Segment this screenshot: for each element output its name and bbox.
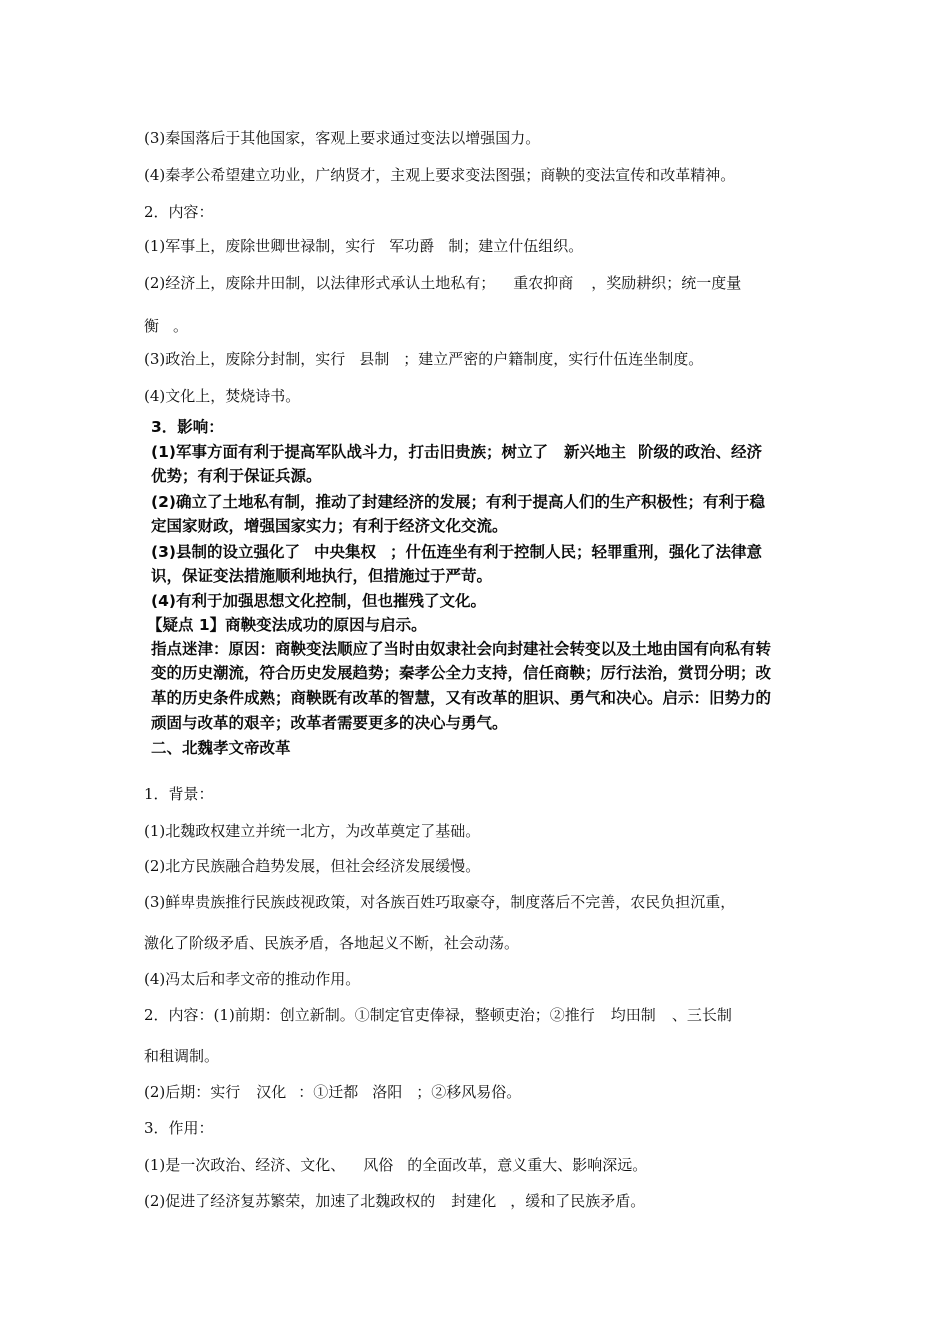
reform-effect-item-2 <box>144 1190 645 1212</box>
reform-content-line-2: 和租调制。 <box>144 1047 220 1065</box>
influence-item-1-line-1 <box>151 441 762 463</box>
reform-later-stage <box>144 1081 521 1103</box>
reform-background-item-3-line-1: (3)鲜卑贵族推行民族歧视政策，对各族百姓巧取豪夺，制度落后不完善，农民负担沉重， <box>144 893 736 911</box>
content-item-1 <box>144 235 583 257</box>
content-item-2-text-b: ，奖励耕织；统一度量 <box>591 274 742 292</box>
doubt-point-1: 【疑点 1】商鞅变法成功的原因与启示。 <box>147 616 427 634</box>
content-item-2-text-a: (2)经济上，废除井田制，以法律形式承认土地私有； <box>144 274 496 292</box>
answer-blank-feudalization: 封建化 <box>451 1192 497 1210</box>
reform-effect-item-1 <box>144 1154 647 1176</box>
influence-item-4: (4)有利于加强思想文化控制，但也摧残了文化。 <box>151 592 486 610</box>
guidance-line-3: 革的历史条件成熟；商鞅既有改革的智慧，又有改革的胆识、勇气和决心。启示：旧势力的 <box>151 689 772 707</box>
guidance-line-4: 顽固与改革的艰辛；改革者需要更多的决心与勇气。 <box>151 714 508 732</box>
influence-item-3-text-a: (3)县制的设立强化了 <box>151 543 300 561</box>
influence-heading: 3．影响： <box>151 418 224 436</box>
content-item-4: (4)文化上，焚烧诗书。 <box>144 387 301 405</box>
influence-item-3-line-2: 识，保证变法措施顺利地执行，但措施过于严苛。 <box>151 567 493 585</box>
influence-item-3-line-1 <box>151 541 762 563</box>
reform-effect-2-text-b: ，缓和了民族矛盾。 <box>510 1192 646 1210</box>
reform-content-line-1 <box>144 1004 732 1026</box>
content-item-1-text-b: 制；建立什伍组织。 <box>448 237 584 255</box>
content-item-1-text-a: (1)军事上，废除世卿世禄制，实行 <box>144 237 376 255</box>
section-2-heading: 二、北魏孝文帝改革 <box>151 739 291 757</box>
influence-item-3-text-b: ；什伍连坐有利于控制人民；轻罪重刑，强化了法律意 <box>389 543 762 561</box>
answer-blank-luoyang: 洛阳 <box>372 1083 403 1101</box>
content-heading: 2．内容： <box>144 203 214 221</box>
influence-item-1-text-a: (1)军事方面有利于提高军队战斗力，打击旧贵族；树立了 <box>151 443 548 461</box>
answer-blank-customs: 风俗 <box>363 1156 394 1174</box>
influence-item-2-line-1: (2)确立了土地私有制，推动了封建经济的发展；有利于提高人们的生产积极性；有利于稳 <box>151 493 765 511</box>
background-item-3: (3)秦国落后于其他国家，客观上要求通过变法以增强国力。 <box>144 129 541 147</box>
reform-effect-2-text-a: (2)促进了经济复苏繁荣，加速了北魏政权的 <box>144 1192 436 1210</box>
reform-effect-1-text-a: (1)是一次政治、经济、文化、 <box>144 1156 346 1174</box>
guidance-line-2: 变的历史潮流，符合历史发展趋势；秦孝公全力支持，信任商鞅；厉行法治，赏罚分明；改 <box>151 664 772 682</box>
content-item-3 <box>144 348 703 370</box>
answer-blank-measure: 衡 <box>144 317 160 335</box>
answer-blank-county: 县制 <box>359 350 390 368</box>
answer-blank-central-power: 中央集权 <box>313 543 376 561</box>
reform-effect-heading: 3．作用： <box>144 1119 214 1137</box>
answer-blank-new-landlord: 新兴地主 <box>563 443 626 461</box>
answer-blank-military-rank: 军功爵 <box>389 237 435 255</box>
reform-background-item-4: (4)冯太后和孝文帝的推动作用。 <box>144 970 361 988</box>
influence-item-1-line-2: 优势；有利于保证兵源。 <box>151 467 322 485</box>
content-item-3-text-a: (3)政治上，废除分封制，实行 <box>144 350 346 368</box>
guidance-line-1: 指点迷津：原因：商鞅变法顺应了当时由奴隶社会向封建社会转变以及土地由国有向私有转 <box>151 640 772 658</box>
reform-content-text-b: 、三长制 <box>671 1006 732 1024</box>
reform-effect-1-text-b: 的全面改革，意义重大、影响深远。 <box>407 1156 648 1174</box>
answer-blank-sinicization: 汉化 <box>256 1083 287 1101</box>
reform-later-text-a: (2)后期：实行 <box>144 1083 241 1101</box>
content-item-2 <box>144 272 741 294</box>
reform-later-text-c: ；②移风易俗。 <box>416 1083 522 1101</box>
answer-blank-equal-field: 均田制 <box>610 1006 656 1024</box>
reform-background-heading: 1．背景： <box>144 785 214 803</box>
answer-blank-agriculture: 重农抑商 <box>513 274 574 292</box>
reform-content-text-a: 2．内容：(1)前期：创立新制。①制定官吏俸禄，整顿吏治；②推行 <box>144 1006 595 1024</box>
background-item-4: (4)秦孝公希望建立功业，广纳贤才，主观上要求变法图强；商鞅的变法宣传和改革精神。 <box>144 166 736 184</box>
reform-background-item-3-line-2: 激化了阶级矛盾、民族矛盾，各地起义不断，社会动荡。 <box>144 934 520 952</box>
influence-item-1-text-b: 阶级的政治、经济 <box>637 443 762 461</box>
content-item-2-end: 。 <box>173 317 189 335</box>
influence-item-2-line-2: 定国家财政，增强国家实力；有利于经济文化交流。 <box>151 517 508 535</box>
reform-background-item-1: (1)北魏政权建立并统一北方，为改革奠定了基础。 <box>144 822 481 840</box>
content-item-3-text-b: ；建立严密的户籍制度，实行什伍连坐制度。 <box>403 350 704 368</box>
reform-later-text-b: ：①迁都 <box>298 1083 359 1101</box>
content-item-2-continued <box>144 315 188 337</box>
reform-background-item-2: (2)北方民族融合趋势发展，但社会经济发展缓慢。 <box>144 857 481 875</box>
